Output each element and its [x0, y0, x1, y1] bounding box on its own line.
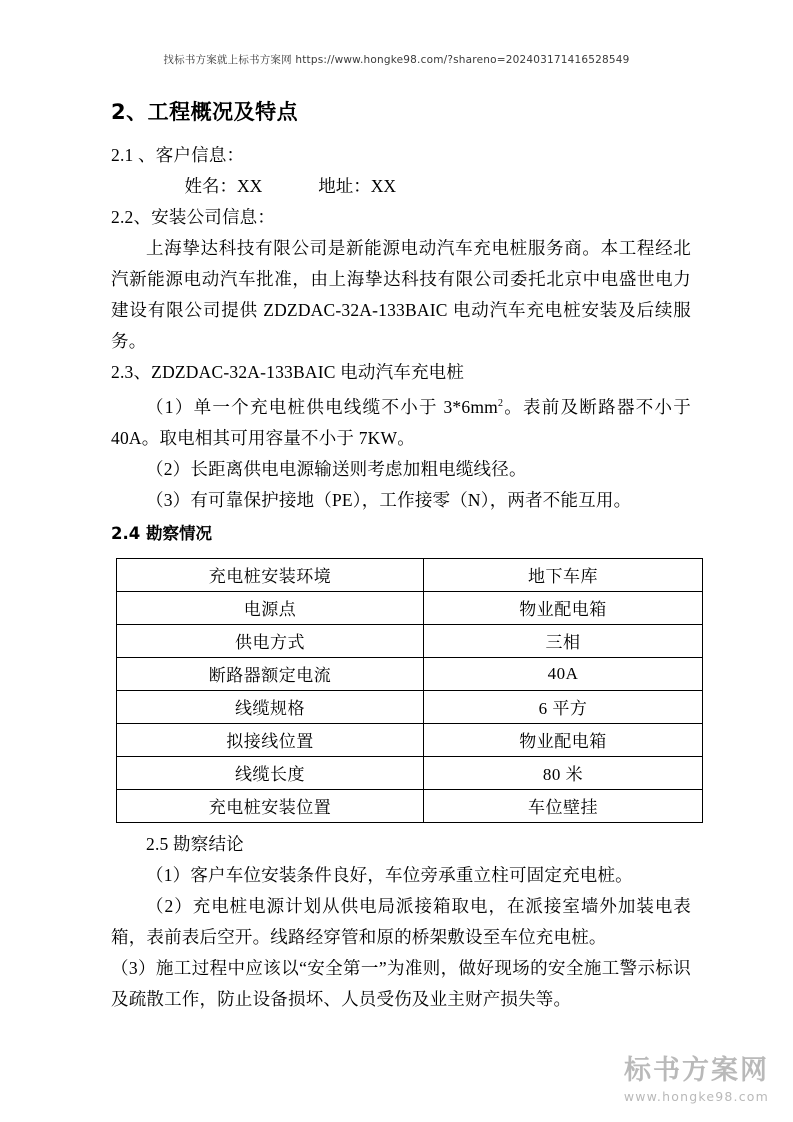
table-cell-value: 80 米 — [424, 756, 703, 789]
unit-superscript: 2 — [497, 398, 504, 409]
table-row — [117, 558, 703, 591]
customer-address-label: 地址： — [318, 176, 371, 196]
table-row — [117, 591, 703, 624]
section-2-5-title: 2.5 勘察结论 — [146, 833, 244, 854]
table-row — [117, 690, 703, 723]
table-cell-value: 三相 — [424, 624, 703, 657]
table-cell-label: 线缆长度 — [117, 756, 424, 789]
table-cell-label: 充电桩安装位置 — [117, 789, 424, 822]
section-2-2-body: 上海挚达科技有限公司是新能源电动汽车充电桩服务商。本工程经北汽新能源电动汽车批准，由上海挚达科技有限公司委托北京中电盛世电力建设有限公司提供 ZDZDAC-32A-133BAIC 电动汽车充电桩安装及后续服务。 — [111, 238, 691, 351]
section-2-1-title: 2.1 、客户信息： — [111, 145, 245, 165]
table-cell-label: 线缆规格 — [117, 690, 424, 723]
section-2-5-item-3: （3）施工过程中应该以“安全第一”为准则，做好现场的安全施工警示标识及疏散工作，防止设备损坏、人员受伤及业主财产损失等。 — [111, 957, 691, 1009]
header-source-note: 找标书方案就上标书方案网 https://www.hongke98.com/?shareno=202403171416528549 — [163, 54, 630, 66]
table-row — [117, 789, 703, 822]
table-cell-label: 供电方式 — [117, 624, 424, 657]
customer-info-line — [111, 171, 691, 202]
customer-name-label: 姓名： — [184, 176, 237, 196]
watermark-main-text: 标书方案网 — [624, 1055, 769, 1086]
table-cell-label: 拟接线位置 — [117, 723, 424, 756]
table-cell-value: 物业配电箱 — [424, 723, 703, 756]
table-row — [117, 624, 703, 657]
table-cell-value: 物业配电箱 — [424, 591, 703, 624]
table-cell-label: 断路器额定电流 — [117, 657, 424, 690]
page-title: 2、工程概况及特点 — [111, 100, 299, 124]
section-2-4-title: 2.4 勘察情况 — [111, 523, 212, 543]
table-row — [117, 756, 703, 789]
table-cell-value: 车位壁挂 — [424, 789, 703, 822]
table-row — [117, 657, 703, 690]
conclusion-block — [111, 829, 691, 1015]
survey-table — [116, 558, 703, 823]
section-2-5-item-2: （2）充电桩电源计划从供电局派接箱取电，在派接室墙外加装电表箱，表前表后空开。线路经穿管和原的桥架敷设至车位充电桩。 — [111, 895, 691, 947]
section-2-3-item-3: （3）有可靠保护接地（PE），工作接零（N），两者不能互用。 — [146, 489, 632, 510]
section-2-3-item-1: （1）单一个充电桩供电线缆不小于 $3*6mm^2$。表前及断路器不小于 40A。取电相其可用容量不小于 7KW。 — [111, 396, 692, 448]
watermark-url-text: www.hongke98.com — [623, 1089, 769, 1104]
watermark — [624, 1055, 769, 1104]
section-2-2-title: 2.2、安装公司信息： — [111, 207, 276, 227]
document-body — [111, 96, 691, 1015]
table-cell-label: 充电桩安装环境 — [117, 558, 424, 591]
customer-address-value: XX — [370, 176, 397, 196]
section-2-3-item-2: （2）长距离供电电源输送则考虑加粗电缆线径。 — [146, 458, 527, 479]
table-cell-value: 地下车库 — [424, 558, 703, 591]
table-cell-value: 40A — [424, 657, 703, 690]
table-row — [117, 723, 703, 756]
customer-name-value: XX — [237, 176, 263, 196]
table-cell-label: 电源点 — [117, 591, 424, 624]
section-2-5-item-1: （1）客户车位安装条件良好，车位旁承重立柱可固定充电桩。 — [146, 864, 633, 885]
table-cell-value: 6 平方 — [424, 690, 703, 723]
section-2-3-title: 2.3、ZDZDAC-32A-133BAIC 电动汽车充电桩 — [111, 362, 465, 382]
